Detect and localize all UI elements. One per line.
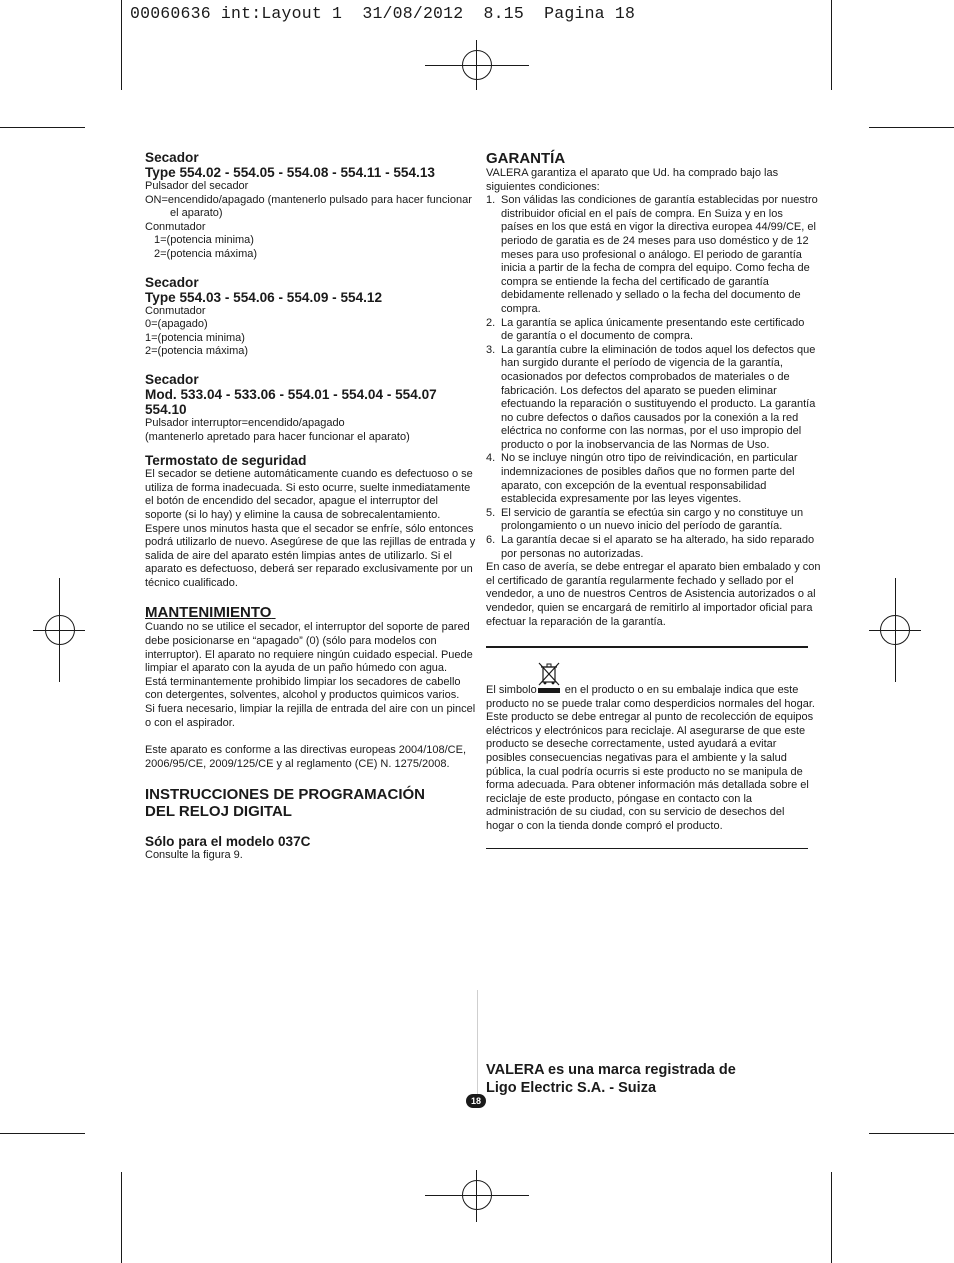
divider-line — [486, 848, 808, 849]
item-text: compra se entiende la fecha del certificado de garantía — [501, 275, 769, 288]
text-line: podrá utilizarlo de nuevo. Asegúrese de que las rejillas de entrada y — [145, 536, 476, 549]
text-line — [486, 385, 810, 399]
crop-mark — [831, 0, 832, 90]
text-line: Pulsador del secador — [145, 180, 249, 192]
warranty-condition-item — [486, 194, 818, 316]
model-type: Type 554.02 - 554.05 - 554.08 - 554.11 - 554.13 — [145, 165, 435, 180]
item-text: países en los que está en vigor la directiva europea 44/99/CE, el — [501, 221, 816, 234]
text-line — [486, 235, 810, 249]
item-text: efectuando la reparación o sustituyendo el producto. La garantía — [501, 398, 816, 411]
section-title: DEL RELOJ DIGITAL — [145, 803, 292, 821]
subsection-title: Sólo para el modelo 037C — [145, 834, 311, 850]
model-type: 554.10 — [145, 401, 187, 417]
item-text: establecida expresamente por las leyes vigentes. — [501, 493, 742, 506]
section-title: Secador — [145, 371, 199, 387]
column-divider — [477, 990, 478, 1100]
text-line — [486, 317, 810, 331]
item-text: La garantía cubre la eliminación de todos aquel los defectos que — [501, 343, 816, 356]
text-line — [486, 249, 810, 263]
item-number: 2. — [486, 316, 496, 329]
section-title: INSTRUCCIONES DE PROGRAMACIÓN — [145, 786, 426, 804]
item-text: La garantía se aplica únicamente presentando este certificado — [501, 316, 805, 329]
text-line: Este producto se debe entregar al punto de recolección de equipos — [486, 711, 814, 724]
text-line: con detergentes, solventes, alcohol y productos quimicos varios. — [145, 689, 460, 702]
item-text: fabricación. Los defectos del aparato se pueden eliminar — [501, 384, 777, 397]
item-text: producto o por la inobservancia de las Normas de Uso. — [501, 438, 770, 451]
text-line: Pulsador interruptor=encendido/apagado — [145, 416, 345, 429]
text-line: 2=(potencia máxima) — [154, 247, 258, 260]
text-line: pública, la cual podría ocurris si este producto no se manipula de — [486, 765, 803, 778]
text-line — [486, 303, 810, 317]
item-text: ocasionados por defectos comprobados de materiales o de — [501, 370, 790, 383]
text-line: 0=(apagado) — [145, 318, 208, 331]
section-title: Secador — [145, 150, 199, 165]
text-line: Este aparato es conforme a las directivas europeas 2004/108/CE, — [145, 744, 467, 757]
text-line — [486, 371, 810, 385]
text-line: El secador se detiene automáticamente cuando es defectuoso o se — [145, 468, 473, 481]
crop-mark — [121, 0, 122, 90]
model-type: Mod. 533.04 - 533.06 - 554.01 - 554.04 - 554.07 — [145, 386, 437, 402]
crop-mark — [0, 1133, 85, 1134]
left-column — [145, 150, 475, 863]
item-text: por personas no autorizadas. — [501, 547, 644, 560]
text-line: administración de su ciudad, con su servicio de desechos del — [486, 806, 785, 819]
item-text: eléctrica no conforme con las normas, por el uso impropio del — [501, 425, 802, 438]
print-slug-header: 00060636 int:Layout 1 31/08/2012 8.15 Pagina 18 — [130, 4, 636, 23]
registration-mark-circle — [880, 615, 910, 645]
crop-mark — [869, 1133, 954, 1134]
crop-mark — [869, 127, 954, 128]
text-line: forma adecuada. Para obtener información más detallada sobre el — [486, 779, 809, 792]
item-text: aparato, con excepción de la eventual responsabilidad — [501, 479, 767, 492]
registration-mark-circle — [45, 615, 75, 645]
text-line — [486, 330, 810, 344]
item-text: distribuidor oficial en el país de compra. En Suiza y en los — [501, 207, 783, 220]
text-line — [486, 412, 810, 426]
item-text: compra. — [501, 302, 541, 315]
text-line: Espere unos minutos hasta que el secador se enfríe, sólo entonces — [145, 522, 474, 535]
model-type: Type 554.03 - 554.06 - 554.09 - 554.12 — [145, 289, 383, 305]
text-line: producto se deseche correctamente, usted ayudará a evitar — [486, 738, 777, 751]
text-line — [486, 480, 810, 494]
text-line — [486, 221, 816, 235]
warranty-condition-item — [486, 452, 810, 506]
section-title: MANTENIMIENTO — [145, 604, 272, 622]
text-line: (mantenerlo apretado para hacer funcionar el aparato) — [145, 430, 410, 443]
text-line: aparato es defectuoso, deberá ser reparado exclusivamente por un — [145, 563, 473, 576]
text-line: posibles consecuencias negativas para el ambiente y la salud — [486, 751, 787, 764]
text-line: el aparato) — [170, 207, 223, 220]
text-line — [486, 507, 810, 521]
text-line: ON=encendido/apagado (mantenerlo pulsado para hacer funcionar — [145, 193, 472, 206]
item-text: prolongamiento o un nuevo inicio del período de garantía. — [501, 520, 783, 533]
text-line: el botón de encendido del secador, apague el interruptor del — [145, 495, 438, 508]
text-line: VALERA garantiza el aparato que Ud. ha comprado bajo las — [486, 167, 779, 179]
page-number: 18 — [466, 1094, 486, 1108]
section-title: Secador — [145, 274, 199, 290]
item-text: La garantía decae si el aparato se ha alterado, ha sido reparado — [501, 534, 815, 547]
text-line: 1=(potencia minima) — [145, 331, 245, 344]
text-line: técnico cualificado. — [145, 576, 238, 589]
divider-line — [486, 646, 808, 648]
text-line: hogar o con la tienda donde compró el producto. — [486, 819, 723, 832]
text-line: o con el aspirador. — [145, 716, 235, 729]
item-text: meses para uso profesional o análogo. El periodo de garantía — [501, 248, 802, 261]
registration-mark-circle — [462, 50, 492, 80]
text-line — [486, 343, 816, 358]
item-text: no cubre defectos o daños causados por la conexión a la red — [501, 411, 799, 424]
text-line — [486, 452, 810, 466]
text-line: 2=(potencia máxima) — [145, 345, 249, 358]
text-line: Consulte la figura 9. — [145, 849, 243, 862]
item-number: 4. — [486, 452, 496, 465]
item-number: 5. — [486, 506, 496, 519]
item-number: 1. — [486, 194, 496, 207]
item-text: El servicio de garantía se efectúa sin cargo y no constituye un — [501, 506, 804, 519]
text-line — [486, 493, 810, 507]
brand-trademark-note — [486, 1062, 736, 1097]
text-line: producto no se puede tralar como desperdicios normales del hogar. — [486, 697, 815, 710]
text-line: el certificado de garantía regularmente fechado y sellado por el — [486, 574, 794, 587]
crop-mark — [0, 127, 85, 128]
right-column — [486, 150, 821, 629]
text-line: Si fuera necesario, limpiar la rejilla de entrada del aire con un pincel — [145, 703, 476, 716]
text-line: Conmutador — [145, 220, 206, 233]
recycling-notice — [486, 684, 815, 834]
warranty-condition-item — [486, 507, 810, 534]
text-line — [486, 262, 810, 276]
text-line: utiliza de forma inadecuada. Si esto ocurre, suelte inmediatamente — [145, 481, 471, 494]
crop-mark — [831, 1172, 832, 1263]
item-number: 3. — [486, 343, 496, 356]
text-line — [486, 520, 810, 534]
text-line: efectuar la reparación de la garantía. — [486, 615, 666, 628]
text-line — [486, 357, 810, 371]
text-line: 2006/95/CE, 2009/125/CE y al reglamento (CE) N. 1275/2008. — [145, 757, 450, 770]
text-line — [486, 208, 810, 222]
text-line: Está terminantemente prohibido limpiar los secadores de cabello — [145, 675, 461, 688]
text-line: soporte (si lo hay) y elimine la causa de sobrecalentamiento. — [145, 508, 441, 521]
text-line: debe posicionarse en “apagado” (0) (sólo para modelos con — [145, 635, 437, 648]
text-line — [486, 534, 815, 548]
item-text: inicia a partir de la fecha de compra del equipo. Como fecha de — [501, 262, 810, 275]
registration-mark-circle — [462, 1180, 492, 1210]
item-text: Son válidas las condiciones de garantía establecidas por nuestro — [501, 194, 818, 207]
text-line — [486, 276, 810, 290]
warranty-condition-item — [486, 343, 816, 453]
crop-mark — [121, 1172, 122, 1263]
text-line: salida de aire del aparato estén limpias antes de utilizarlo. Si el — [145, 549, 452, 562]
text-line: eléctricos y electrónicos para reciclaje. Al asegurarse de que este — [486, 724, 806, 737]
item-number: 6. — [486, 534, 496, 547]
text-line: siguientes condiciones: — [486, 180, 600, 193]
text-line — [486, 439, 810, 453]
text-line: vendedor, quien se encargará de remitirlo al importador oficial para — [486, 602, 813, 614]
text-line: vendedor, a uno de nuestros Centros de Asistencia autorizados o al — [486, 588, 816, 601]
item-text: debidamente rellenado y sellado o la fecha del documento de — [501, 289, 801, 302]
item-text: han surgido durante el período de vigencia de la garantía, — [501, 357, 783, 370]
text-line: El simbolo en el producto o en su embalaje indica que este — [486, 684, 799, 696]
warranty-condition-item — [486, 317, 810, 344]
text-line — [486, 398, 816, 412]
text-line: reciclaje de este producto, póngase en contacto con la — [486, 792, 753, 805]
text-line — [486, 425, 810, 439]
item-text: periodo de garatia es de 24 meses para uso doméstico y de 12 — [501, 234, 809, 247]
text-line: interruptor). El aparato no requiere ningún cuidado especial. Puede — [145, 648, 473, 661]
text-line: VALERA es una marca registrada de — [486, 1062, 736, 1078]
warranty-condition-item — [486, 534, 815, 561]
item-text: No se incluye ningún otro tipo de reivindicación, en particular — [501, 452, 798, 465]
text-line: 1=(potencia minima) — [154, 234, 254, 247]
text-line: Ligo Electric S.A. - Suiza — [486, 1079, 657, 1096]
section-title: Termostato de seguridad — [145, 453, 307, 469]
text-line: En caso de avería, se debe entregar el aparato bien embalado y con — [486, 561, 821, 574]
text-line: Conmutador — [145, 304, 206, 317]
text-line: limpiar el aparato con la ayuda de un paño húmedo con agua. — [145, 662, 448, 675]
text-line — [486, 194, 818, 208]
text-line: Cuando no se utilice el secador, el interruptor del soporte de pared — [145, 621, 470, 634]
text-line — [486, 548, 810, 562]
text-line — [486, 289, 810, 303]
text-line — [486, 466, 810, 480]
section-title: GARANTÍA — [486, 150, 566, 167]
warranty-conditions-list — [486, 194, 818, 561]
item-text: indemnizaciones de posibles daños que no formen parte del — [501, 466, 795, 479]
item-text: de garantía o el documento de compra. — [501, 330, 694, 343]
